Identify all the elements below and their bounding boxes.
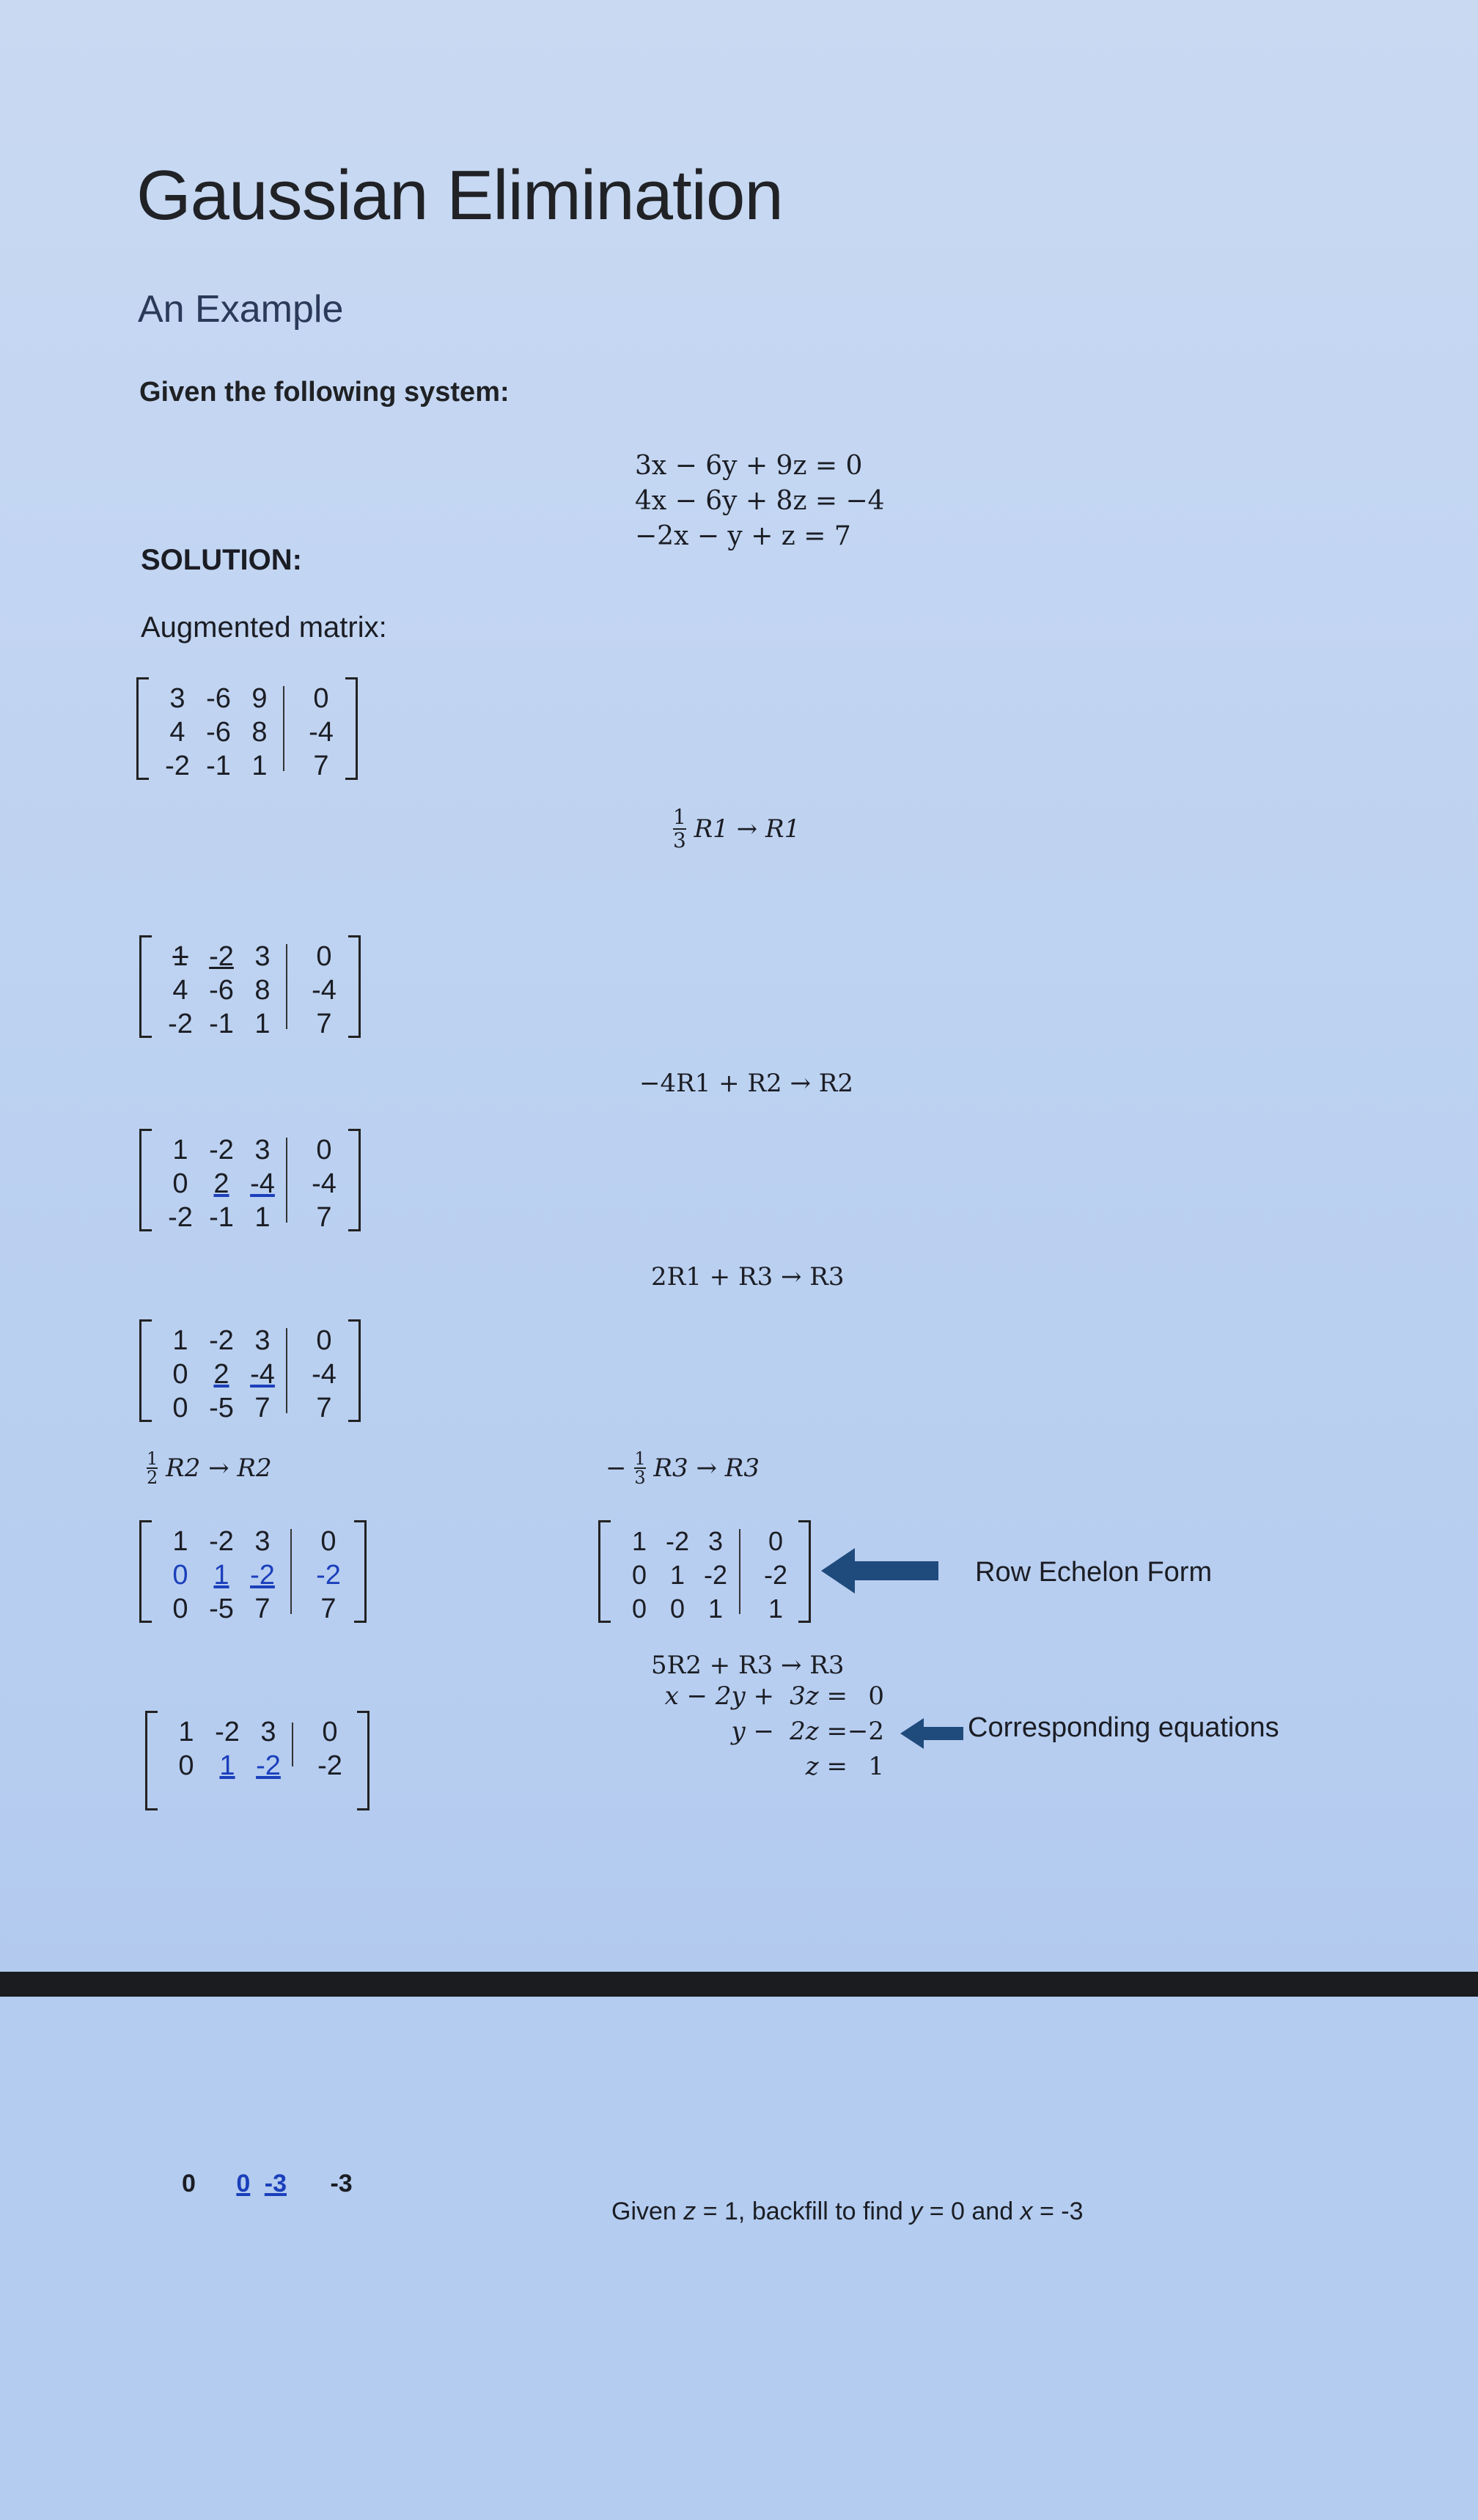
equation-row <box>620 1714 884 1749</box>
backfill-var: x <box>1020 2197 1033 2225</box>
matrix-cell: -6 <box>206 717 231 748</box>
matrix-cell: 7 <box>316 1202 332 1233</box>
bottom-row-cell: 0 <box>236 2170 251 2197</box>
matrix-cell: 1 <box>251 751 268 781</box>
matrix-cell: 0 <box>178 1750 194 1781</box>
matrix-cell: 0 <box>631 1594 647 1624</box>
matrix-cell: -4 <box>312 975 337 1006</box>
equation-row <box>620 1749 884 1784</box>
eq-lhs: x − 2y + <box>664 1681 774 1711</box>
matrix-3 <box>139 1129 361 1231</box>
matrix-cell: 1 <box>213 1560 229 1591</box>
backfill-part: = 1, backfill to find <box>696 2197 911 2225</box>
matrix-cell: 1 <box>172 1526 188 1557</box>
arrow-left-icon <box>900 1717 963 1750</box>
row-op-6: 5R2 + R3 → R3 <box>651 1651 845 1680</box>
matrix-cell: -2 <box>665 1526 689 1556</box>
matrix-cell: 2 <box>213 1168 229 1199</box>
matrix-cell: 1 <box>669 1560 685 1590</box>
matrix-cell: -4 <box>312 1359 337 1390</box>
matrix-cell: -1 <box>206 751 231 781</box>
matrix-cell: 8 <box>251 717 268 748</box>
given-label: Given the following system: <box>139 377 510 408</box>
matrix-cell: 3 <box>254 1325 271 1356</box>
row-op-4: $\frac{1}{2}$ R2 → R2 <box>147 1448 272 1488</box>
matrix-cell: 1 <box>172 1325 188 1356</box>
bottom-matrix-row <box>182 2170 353 2198</box>
matrix-cell: -2 <box>763 1560 787 1590</box>
page-divider <box>0 1972 1478 1997</box>
matrix-cell: 0 <box>768 1526 784 1556</box>
eq-mid: 3z = <box>790 1681 848 1711</box>
row-op-3: 2R1 + R3 → R3 <box>651 1262 845 1292</box>
matrix-cell: -2 <box>209 1526 234 1557</box>
solution-label: SOLUTION: <box>141 544 302 576</box>
arrow-left-icon <box>821 1547 938 1595</box>
matrix-cell: 3 <box>254 941 271 972</box>
equation-row <box>620 1679 884 1714</box>
matrix-cell: -2 <box>209 941 234 972</box>
backfill-text <box>611 2197 1084 2226</box>
bottom-panel <box>0 1997 1478 2520</box>
backfill-part: = 0 and <box>922 2197 1021 2225</box>
matrix-cell: 1 <box>219 1750 235 1781</box>
page-subtitle: An Example <box>138 288 344 331</box>
matrix-cell: -1 <box>209 1202 234 1233</box>
matrix-4 <box>139 1319 361 1422</box>
backfill-var: z <box>683 2197 696 2225</box>
matrix-cell: -2 <box>256 1750 281 1781</box>
matrix-cell: 7 <box>320 1594 337 1624</box>
matrix-cell: -2 <box>209 1325 234 1356</box>
matrix-cell: -5 <box>209 1393 234 1423</box>
matrix-cell: 4 <box>172 975 188 1006</box>
row-op-2: −4R1 + R2 → R2 <box>639 1069 854 1098</box>
matrix-cell: 0 <box>172 1393 188 1423</box>
matrix-cell: 2 <box>213 1359 229 1390</box>
matrix-cell: 3 <box>707 1526 724 1556</box>
matrix-7 <box>145 1711 370 1810</box>
matrix-cell: -2 <box>215 1717 240 1747</box>
matrix-cell: -2 <box>250 1560 275 1591</box>
augmented-label: Augmented matrix: <box>141 611 387 644</box>
matrix-cell: -5 <box>209 1594 234 1624</box>
matrix-cell: -4 <box>250 1359 275 1390</box>
matrix-cell: 3 <box>260 1717 276 1747</box>
matrix-cell: 1 <box>254 1009 271 1039</box>
matrix-2 <box>139 935 361 1038</box>
matrix-cell: 1 <box>172 1135 188 1165</box>
row-op-1: $\frac{1}{3}$ R1 → R1 <box>673 805 801 852</box>
corresponding-label: Corresponding equations <box>968 1712 1279 1743</box>
matrix-5 <box>139 1520 367 1623</box>
matrix-cell: 0 <box>172 1594 188 1624</box>
backfill-var: y <box>910 2197 923 2225</box>
system-eq-2: 4x − 6y + 8z = −4 <box>635 486 885 516</box>
matrix-cell: 0 <box>172 1359 188 1390</box>
eq-rhs: −2 <box>847 1717 884 1746</box>
matrix-cell: -2 <box>168 1202 193 1233</box>
corresponding-equations <box>620 1679 884 1784</box>
matrix-6-row-echelon <box>598 1520 811 1623</box>
eq-mid: 2z = <box>790 1717 848 1746</box>
matrix-cell: 1 <box>178 1717 194 1747</box>
matrix-cell: 4 <box>169 717 185 748</box>
matrix-1 <box>136 677 358 780</box>
matrix-cell: 1 <box>254 1202 271 1233</box>
backfill-part: Given <box>611 2197 684 2225</box>
matrix-cell: -2 <box>165 751 190 781</box>
matrix-cell: 1 <box>768 1594 784 1624</box>
row-echelon-label: Row Echelon Form <box>975 1557 1213 1588</box>
matrix-cell: -2 <box>209 1135 234 1165</box>
matrix-cell: 0 <box>172 1560 188 1591</box>
backfill-part: = -3 <box>1032 2197 1084 2225</box>
bottom-row-cell: 0 <box>182 2170 196 2197</box>
matrix-cell: 0 <box>313 683 329 714</box>
matrix-cell: -4 <box>312 1168 337 1199</box>
eq-lhs: y − <box>731 1717 774 1746</box>
matrix-cell: 0 <box>631 1560 647 1590</box>
system-eq-1: 3x − 6y + 9z = 0 <box>635 451 863 481</box>
matrix-cell: 0 <box>316 1325 332 1356</box>
matrix-cell: -2 <box>317 1750 342 1781</box>
matrix-cell: 3 <box>254 1135 271 1165</box>
matrix-cell: 7 <box>254 1393 271 1423</box>
matrix-cell: 1 <box>172 941 188 972</box>
matrix-cell: 8 <box>254 975 271 1006</box>
matrix-cell: -6 <box>206 683 231 714</box>
matrix-cell: 3 <box>254 1526 271 1557</box>
matrix-cell: 0 <box>316 1135 332 1165</box>
matrix-cell: -2 <box>168 1009 193 1039</box>
bottom-row-cell: -3 <box>264 2170 287 2197</box>
matrix-cell: 0 <box>172 1168 188 1199</box>
matrix-cell: -1 <box>209 1009 234 1039</box>
row-op-5: − $\frac{1}{3}$ R3 → R3 <box>606 1448 760 1488</box>
page-title: Gaussian Elimination <box>136 156 783 235</box>
matrix-cell: 0 <box>322 1717 338 1747</box>
bottom-row-cell: -3 <box>330 2170 353 2197</box>
matrix-cell: 1 <box>631 1526 647 1556</box>
matrix-cell: 9 <box>251 683 268 714</box>
matrix-cell: 0 <box>320 1526 337 1557</box>
matrix-cell: 3 <box>169 683 185 714</box>
matrix-cell: -4 <box>309 717 334 748</box>
matrix-cell: -6 <box>209 975 234 1006</box>
eq-rhs: 0 <box>868 1681 884 1711</box>
matrix-cell: 0 <box>669 1594 685 1624</box>
matrix-cell: -2 <box>316 1560 341 1591</box>
matrix-cell: 7 <box>254 1594 271 1624</box>
matrix-cell: -4 <box>250 1168 275 1199</box>
system-eq-3: −2x − y + z = 7 <box>635 521 851 551</box>
matrix-cell: 1 <box>707 1594 724 1624</box>
eq-mid: z = <box>805 1752 848 1781</box>
eq-rhs: 1 <box>868 1752 884 1781</box>
matrix-cell: 0 <box>316 941 332 972</box>
matrix-cell: 7 <box>316 1393 332 1423</box>
matrix-cell: 7 <box>316 1009 332 1039</box>
matrix-cell: 7 <box>313 751 329 781</box>
matrix-cell: -2 <box>703 1560 727 1590</box>
system-equations <box>635 449 885 554</box>
